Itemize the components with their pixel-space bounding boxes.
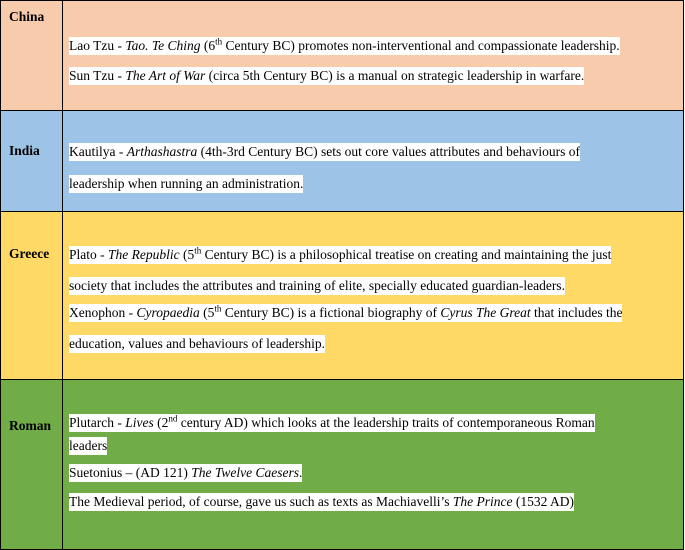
- content-cell: [63, 111, 684, 212]
- text-entry: [63, 464, 683, 482]
- text-entry: [63, 493, 683, 511]
- region-label: Greece: [9, 246, 50, 261]
- text-line: leadership when running an administration.: [69, 176, 304, 191]
- text-line: Lao Tzu - Tao. Te Ching (6th Century BC) promotes non-interventional and compassionate leadership.: [69, 36, 620, 53]
- region-cell: [1, 380, 63, 550]
- table-row-greece: [1, 212, 684, 380]
- text-line: society that includes the attributes and training of elite, specially educated guardian-leaders.: [69, 278, 565, 293]
- content-cell: [63, 212, 684, 380]
- content-cell: [63, 380, 684, 550]
- region-label: Roman: [9, 418, 52, 433]
- text-line: Plutarch - Lives (2nd century AD) which looks at the leadership traits of contemporaneous Roman: [69, 413, 595, 430]
- text-line: Suetonius – (AD 121) The Twelve Caesers.: [69, 465, 303, 480]
- region-cell: [1, 1, 63, 111]
- text-line: education, values and behaviours of leadership.: [69, 336, 326, 351]
- text-line: Sun Tzu - The Art of War (circa 5th Century BC) is a manual on strategic leadership in warfare.: [69, 68, 585, 83]
- region-cell: [1, 111, 63, 212]
- region-label: India: [9, 143, 40, 158]
- content-cell: [63, 1, 684, 111]
- region-label: China: [9, 9, 45, 24]
- text-entry: [63, 414, 683, 455]
- text-line: Plato - The Republic (5th Century BC) is a philosophical treatise on creating and maintaining the just: [69, 245, 612, 262]
- table-row-roman: [1, 380, 684, 550]
- text-line: Xenophon - Cyropaedia (5th Century BC) is a fictional biography of Cyrus The Great that includes the: [69, 303, 623, 320]
- text-line: leaders: [69, 438, 108, 453]
- text-entry: [63, 143, 683, 193]
- text-line: The Medieval period, of course, gave us such as texts as Machiavelli’s The Prince (1532 AD): [69, 494, 575, 509]
- text-line: Kautilya - Arthashastra (4th-3rd Century BC) sets out core values attributes and behaviours of: [69, 144, 581, 159]
- text-entry: [63, 304, 683, 353]
- table-row-china: [1, 1, 684, 111]
- text-entry: [63, 246, 683, 295]
- text-entry: [63, 37, 683, 55]
- region-cell: [1, 212, 63, 380]
- text-entry: [63, 67, 683, 85]
- table-row-india: [1, 111, 684, 212]
